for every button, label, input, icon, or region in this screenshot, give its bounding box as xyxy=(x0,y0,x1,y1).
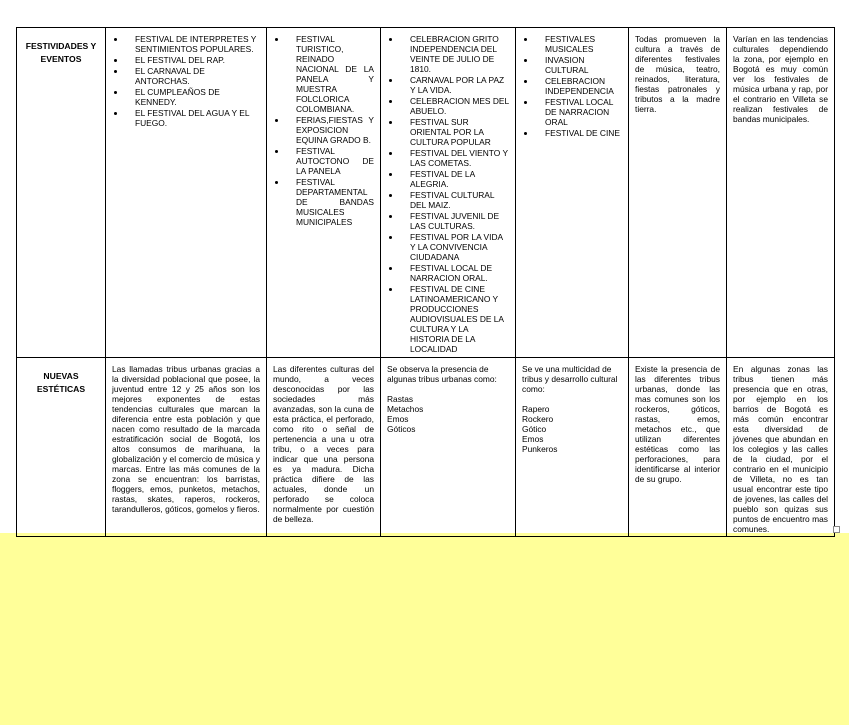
list-item: • FESTIVAL AUTOCTONO DE LA PANELA xyxy=(287,146,374,176)
list-item: • EL CUMPLEAÑOS DE KENNEDY. xyxy=(126,87,260,107)
list-item: • EL CARNAVAL DE ANTORCHAS. xyxy=(126,66,260,86)
list-item: • FESTIVAL DEL VIENTO Y LAS COMETAS. xyxy=(401,148,509,168)
list-item: • FESTIVAL DE CINE LATINOAMERICANO Y PRODUCCIONES AUDIOVISUALES DE LA CULTURA Y LA HISTORIA DE LA LOCALIDAD xyxy=(401,284,509,354)
table-cell-text: Se observa la presencia de algunas tribus urbanas como: Rastas Metachos Emos Góticos xyxy=(381,358,516,537)
list-item: • EL FESTIVAL DEL AGUA Y EL FUEGO. xyxy=(126,108,260,128)
culture-comparison-table xyxy=(16,27,835,537)
bullet-list xyxy=(112,34,260,128)
list-item: • FESTIVAL LOCAL DE NARRACION ORAL xyxy=(536,97,622,127)
table-cell xyxy=(106,28,267,358)
bullet-list xyxy=(522,34,622,138)
table-row xyxy=(17,358,835,537)
list-item: • FESTIVAL DE INTERPRETES Y SENTIMIENTOS POPULARES. xyxy=(126,34,260,54)
list-item: • CARNAVAL POR LA PAZ Y LA VIDA. xyxy=(401,75,509,95)
table-cell-text: Se ve una multicidad de tribus y desarrollo cultural como: Rapero Rockero Gótico Emos Punkeros xyxy=(516,358,629,537)
row-label-festividades: FESTIVIDADES Y EVENTOS xyxy=(17,28,106,358)
row-label-nuevas-esteticas: NUEVAS ESTÉTICAS xyxy=(17,358,106,537)
table-resize-handle[interactable] xyxy=(833,526,840,533)
table-cell-text: Existe la presencia de las diferentes tribus urbanas, donde las mas comunes son los rockeros, góticos, rastas, emos, metachos etc., que utilizan diferentes estéticas como las perforaciones, para identificarse al interior de su grupo. xyxy=(629,358,727,537)
table-cell-text: Varían en las tendencias culturales dependiendo la zona, por ejemplo en Bogotá es muy común ver los festivales de música urbana y rap, por el contrario en Villeta se realizan festivales de bandas municipales. xyxy=(727,28,835,358)
table-cell xyxy=(381,28,516,358)
list-item: • CELEBRACION MES DEL ABUELO. xyxy=(401,96,509,116)
list-item: • EL FESTIVAL DEL RAP. xyxy=(126,55,260,65)
list-item: • FESTIVAL SUR ORIENTAL POR LA CULTURA POPULAR xyxy=(401,117,509,147)
table-cell-text: Todas promueven la cultura a través de diferentes festivales de música, teatro, reinados, literatura, fiestas patronales y tributos a la madre tierra. xyxy=(629,28,727,358)
list-item: • FESTIVAL JUVENIL DE LAS CULTURAS. xyxy=(401,211,509,231)
list-item: • FESTIVAL CULTURAL DEL MAIZ. xyxy=(401,190,509,210)
bullet-list xyxy=(387,34,509,354)
list-item: • FESTIVAL DE CINE xyxy=(536,128,622,138)
table-cell xyxy=(267,28,381,358)
list-item: • FESTIVAL POR LA VIDA Y LA CONVIVENCIA CIUDADANA xyxy=(401,232,509,262)
table-cell-text: Las diferentes culturas del mundo, a veces desconocidas por las sociedades más avanzadas, son la cuna de esta práctica, el perforado, como rito o señal de pertenencia a una u otra tribu, o a veces para indicar que una persona es ya madura. Dicha práctica difiere de las actuales, donde un perforado se coloca normalmente por cuestión de belleza. xyxy=(267,358,381,537)
list-item: • FESTIVAL LOCAL DE NARRACION ORAL. xyxy=(401,263,509,283)
table-cell-text: Las llamadas tribus urbanas gracias a la diversidad poblacional que posee, la juventud entre 12 y 25 años son los mejores exponentes de estas tendencias culturales que marcan la diferencia entre esta población y que nacen como resultado de la marcada estratificación social de Bogotá, los altos consumos de marihuana, la globalización y el comercio de música y marcas. Entre las más comunes de la zona se encuentran: los barristas, floggers, emos, punketos, metachos, rastas, skates, raperos, rockeros, tarandulleros, góticos, gomelos y fieros. xyxy=(106,358,267,537)
list-item: • FESTIVALES MUSICALES xyxy=(536,34,622,54)
list-item: • CELEBRACION INDEPENDENCIA xyxy=(536,76,622,96)
table-row xyxy=(17,28,835,358)
list-item: • FERIAS,FIESTAS Y EXPOSICION EQUINA GRADO B. xyxy=(287,115,374,145)
list-item: • CELEBRACION GRITO INDEPENDENCIA DEL VEINTE DE JULIO DE 1810. xyxy=(401,34,509,74)
list-item: • FESTIVAL TURISTICO, REINADO NACIONAL DE LA PANELA Y MUESTRA FOLCLORICA COLOMBIANA. xyxy=(287,34,374,114)
list-item: • FESTIVAL DEPARTAMENTAL DE BANDAS MUSICALES MUNICIPALES xyxy=(287,177,374,227)
bullet-list xyxy=(273,34,374,227)
list-item: • FESTIVAL DE LA ALEGRIA. xyxy=(401,169,509,189)
list-item: • INVASION CULTURAL xyxy=(536,55,622,75)
table-cell-text: En algunas zonas las tribus tienen más presencia que en otras, por ejemplo en los barrios de Bogotá es más común encontrar esta diversidad de jóvenes que abundan en los colegios y las calles de la ciudad, por el contrario en el municipio de Villeta, no es tan usual encontrar este tipo de jovenes, las calles del pueblo son quizas sus puntos de encuentro mas comunes. xyxy=(727,358,835,537)
table-cell xyxy=(516,28,629,358)
